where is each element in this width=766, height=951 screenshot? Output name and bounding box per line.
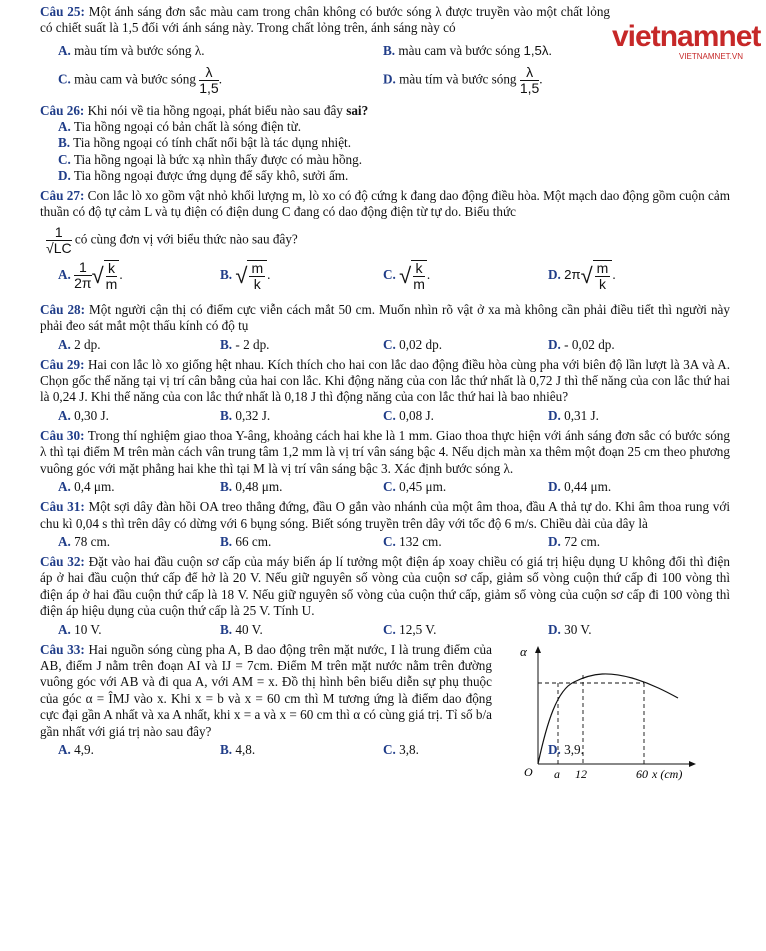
option-c[interactable]: C. màu cam và bước sóng $\frac{\lambda}{1,5}$ . [58,63,222,96]
option-c[interactable]: C. √ $\frac{k}{m}$ . [383,259,431,292]
option-b[interactable]: B. - 2 dp. [220,336,270,352]
option-d[interactable]: D. 72 cm. [548,533,601,549]
question-31: Câu 31: Một sợi dây đàn hồi OA treo thẳng đứng, đầu O gắn vào nhánh của một âm thoa, đầu A thả tự do. Khi âm thoa rung với chu kì 0,04 s thì trên dây có dừng với 6 bụng sóng. Biết sóng truyền trên dây với tốc độ 6 m/s. Chiều dài của dây là A. 78 cm. B. 66 cm. C. 132 cm. D. 72 cm. [40,499,731,549]
question-26: Câu 26: Khi nói về tia hồng ngoại, phát biểu nào sau đây sai? A. Tia hồng ngoại có bản chất là sóng điện từ. B. Tia hồng ngoại có tính chất nổi bật là tác dụng nhiệt. C. Tia hồng ngoại là bức xạ nhìn thấy được có màu hồng. D. Tia hồng ngoại được ứng dụng để sấy khô, sưởi ấm. [40,103,730,184]
option-b[interactable]: B. 0,32 J. [220,407,271,423]
option-c[interactable]: C. 0,45 μm. [383,479,447,495]
option-d[interactable]: D. 30 V. [548,621,592,637]
question-30: Câu 30: Trong thí nghiệm giao thoa Y-âng, khoảng cách hai khe là 1 mm. Giao thoa thực hiện với ánh sáng đơn sắc có bước sóng λ thì tại điểm M trên màn cách vân trung tâm 1,2 mm là vị trí vân sáng bậc 4. Nếu dịch màn xa thêm một đoạn 25 cm theo phương vuông góc với mặt phẳng hai khe thì tại M là vị trí vân sáng bậc 3. Xác định bước sóng λ. A. 0,4 μm. B. 0,48 μm. C. 0,45 μm. D. 0,44 μm. [40,427,730,495]
option-a[interactable]: A. Tia hồng ngoại có bản chất là sóng điện từ. [58,119,302,135]
expression: $\frac{1}{√LC}$ có cùng đơn vị với biểu thức nào sau đây? [46,223,298,256]
question-33: Câu 33: Hai nguồn sóng cùng pha A, B dao động trên mặt nước, I là trung điểm của AB, điểm J nằm trên đoạn AI và IJ = 7cm. Điểm M trên mặt nước nằm trên đường vuông góc với AB và đi qua A, với AM = x. Đồ thị hình bên biểu diễn sự phụ thuộc của góc α = ÎMJ vào x. Khi x = b và x = 60 cm thì M tương ứng là điểm dao động cực đại gần A nhất và xa A nhất, khi x = a và x = 60 cm thì α có cùng giá trị. Tỉ số b/a gần nhất với giá trị nào sau đây? α O a 12 60 x (cm) A. 4,9. B. 4,8. C. 3,8. D. 3,9. [40,642,730,762]
option-a[interactable]: A. 10 V. [58,621,102,637]
option-d[interactable]: D. 3,9. [548,741,584,757]
option-c[interactable]: C. 0,02 dp. [383,336,442,352]
option-c[interactable]: C. Tia hồng ngoại là bức xạ nhìn thấy được có màu hồng. [58,151,363,167]
option-c[interactable]: C. 3,8. [383,741,419,757]
option-a[interactable]: A. 4,9. [58,741,94,757]
option-d[interactable]: D. 0,44 μm. [548,479,612,495]
option-a[interactable]: A. màu tím và bước sóng λ. [58,42,205,58]
question-number: Câu 25: [40,4,85,19]
question-text: Một ánh sáng đơn sắc màu cam trong chân không có bước sóng λ được truyền vào một chất lỏng có chiết suất là 1,5 đối với ánh sáng này. Trong chất lỏng trên, ánh sáng này có [40,4,611,36]
option-b[interactable]: B. 0,48 μm. [220,479,283,495]
origin-label: O [524,764,533,779]
y-axis-arrow [535,646,541,653]
option-d[interactable]: D. màu tím và bước sóng $\frac{\lambda}{1,5}$ . [383,63,543,96]
option-b[interactable]: B. Tia hồng ngoại có tính chất nổi bật là tác dụng nhiệt. [58,135,352,151]
option-a[interactable]: A. $\frac{1}{2\pi}$ √ $\frac{k}{m}$ . [58,259,123,292]
option-b[interactable]: B. √ $\frac{m}{k}$ . [220,259,271,292]
x-tick-a: a [554,766,560,781]
option-d[interactable]: D. Tia hồng ngoại được ứng dụng để sấy khô, sưởi ấm. [58,167,349,183]
option-b[interactable]: B. 4,8. [220,741,256,757]
option-c[interactable]: C. 12,5 V. [383,621,437,637]
exam-page [40,4,731,781]
option-c[interactable]: C. 132 cm. [383,533,442,549]
x-tick-12: 12 [575,766,587,781]
option-b[interactable]: B. 40 V. [220,621,263,637]
option-d[interactable]: D. - 0,02 dp. [548,336,615,352]
y-axis-label: α [520,643,527,659]
question-25 [40,4,730,97]
option-a[interactable]: A. 2 dp. [58,336,101,352]
question-27: Câu 27: Con lắc lò xo gồm vật nhỏ khối lượng m, lò xo có độ cứng k đang dao động điều hòa. Một mạch dao động gồm cuộn cảm thuần có độ tự cảm L và tụ điện có điện dung C đang có dao động điện từ tự do. Biểu thức $\frac{1}{√LC}$ có cùng đơn vị với biểu thức nào sau đây? A. $\frac{1}{2\pi}$ √ $\frac{k}{m}$ . B. √ $\frac{m}{k}$ . C. √ $\frac{k}{m}$ . D. 2π√ $\frac{m}{k}$ . [40,188,730,292]
question-28: Câu 28: Một người cận thị có điểm cực viễn cách mắt 50 cm. Muốn nhìn rõ vật ở xa mà không cần phải điều tiết thì người này phải đeo sát mắt một thấu kính có độ tụ A. 2 dp. B. - 2 dp. C. 0,02 dp. D. - 0,02 dp. [40,301,730,352]
option-c[interactable]: C. 0,08 J. [383,407,434,423]
option-b[interactable]: B. màu cam và bước sóng 1,5λ. [383,42,553,58]
question-29: Câu 29: Hai con lắc lò xo giống hệt nhau. Kích thích cho hai con lắc dao động điều hòa cùng pha với biên độ lần lượt là 3A và A. Chọn gốc thế năng tại vị trí cân bằng của hai con lắc. Khi động năng của con lắc thứ nhất là 0,72 J thì thế năng của con lắc thứ hai là 0,24 J. Khi thế năng của con lắc thứ nhất là 0,18 J thì động năng của con lắc thứ hai là bao nhiêu? A. 0,30 J. B. 0,32 J. C. 0,08 J. D. 0,31 J. [40,356,731,423]
option-a[interactable]: A. 78 cm. [58,533,111,549]
logo-brand: vietnamnet [612,20,761,53]
option-b[interactable]: B. 66 cm. [220,533,272,549]
logo-url: VIETNAMNET.VN [678,52,743,61]
option-d[interactable]: D. 2π√ $\frac{m}{k}$ . [548,259,616,292]
question-32: Câu 32: Đặt vào hai đầu cuộn sơ cấp của máy biến áp lí tưởng một điện áp xoay chiều có giá trị hiệu dụng U không đổi thì điện áp ở hai đầu cuộn thứ cấp để hở là 20 V. Nếu giữ nguyên số vòng của cuộn sơ cấp, giảm số vòng cuộn thứ cấp đi 100 vòng thì điện áp ở hai đầu cuộn thứ cấp là 18 V. Nếu giữ nguyên số vòng của cuộn thứ cấp, giảm số vòng của cuộn sơ cấp đi 100 vòng thì điện áp hiệu dụng của cuộn thứ cấp là 25 V. Tính U. A. 10 V. B. 40 V. C. 12,5 V. D. 30 V. [40,553,730,637]
x-tick-60: 60 [636,766,648,781]
option-a[interactable]: A. 0,30 J. [58,407,109,423]
option-d[interactable]: D. 0,31 J. [548,407,599,423]
option-a[interactable]: A. 0,4 μm. [58,479,115,495]
x-axis-label: x (cm) [652,766,683,781]
